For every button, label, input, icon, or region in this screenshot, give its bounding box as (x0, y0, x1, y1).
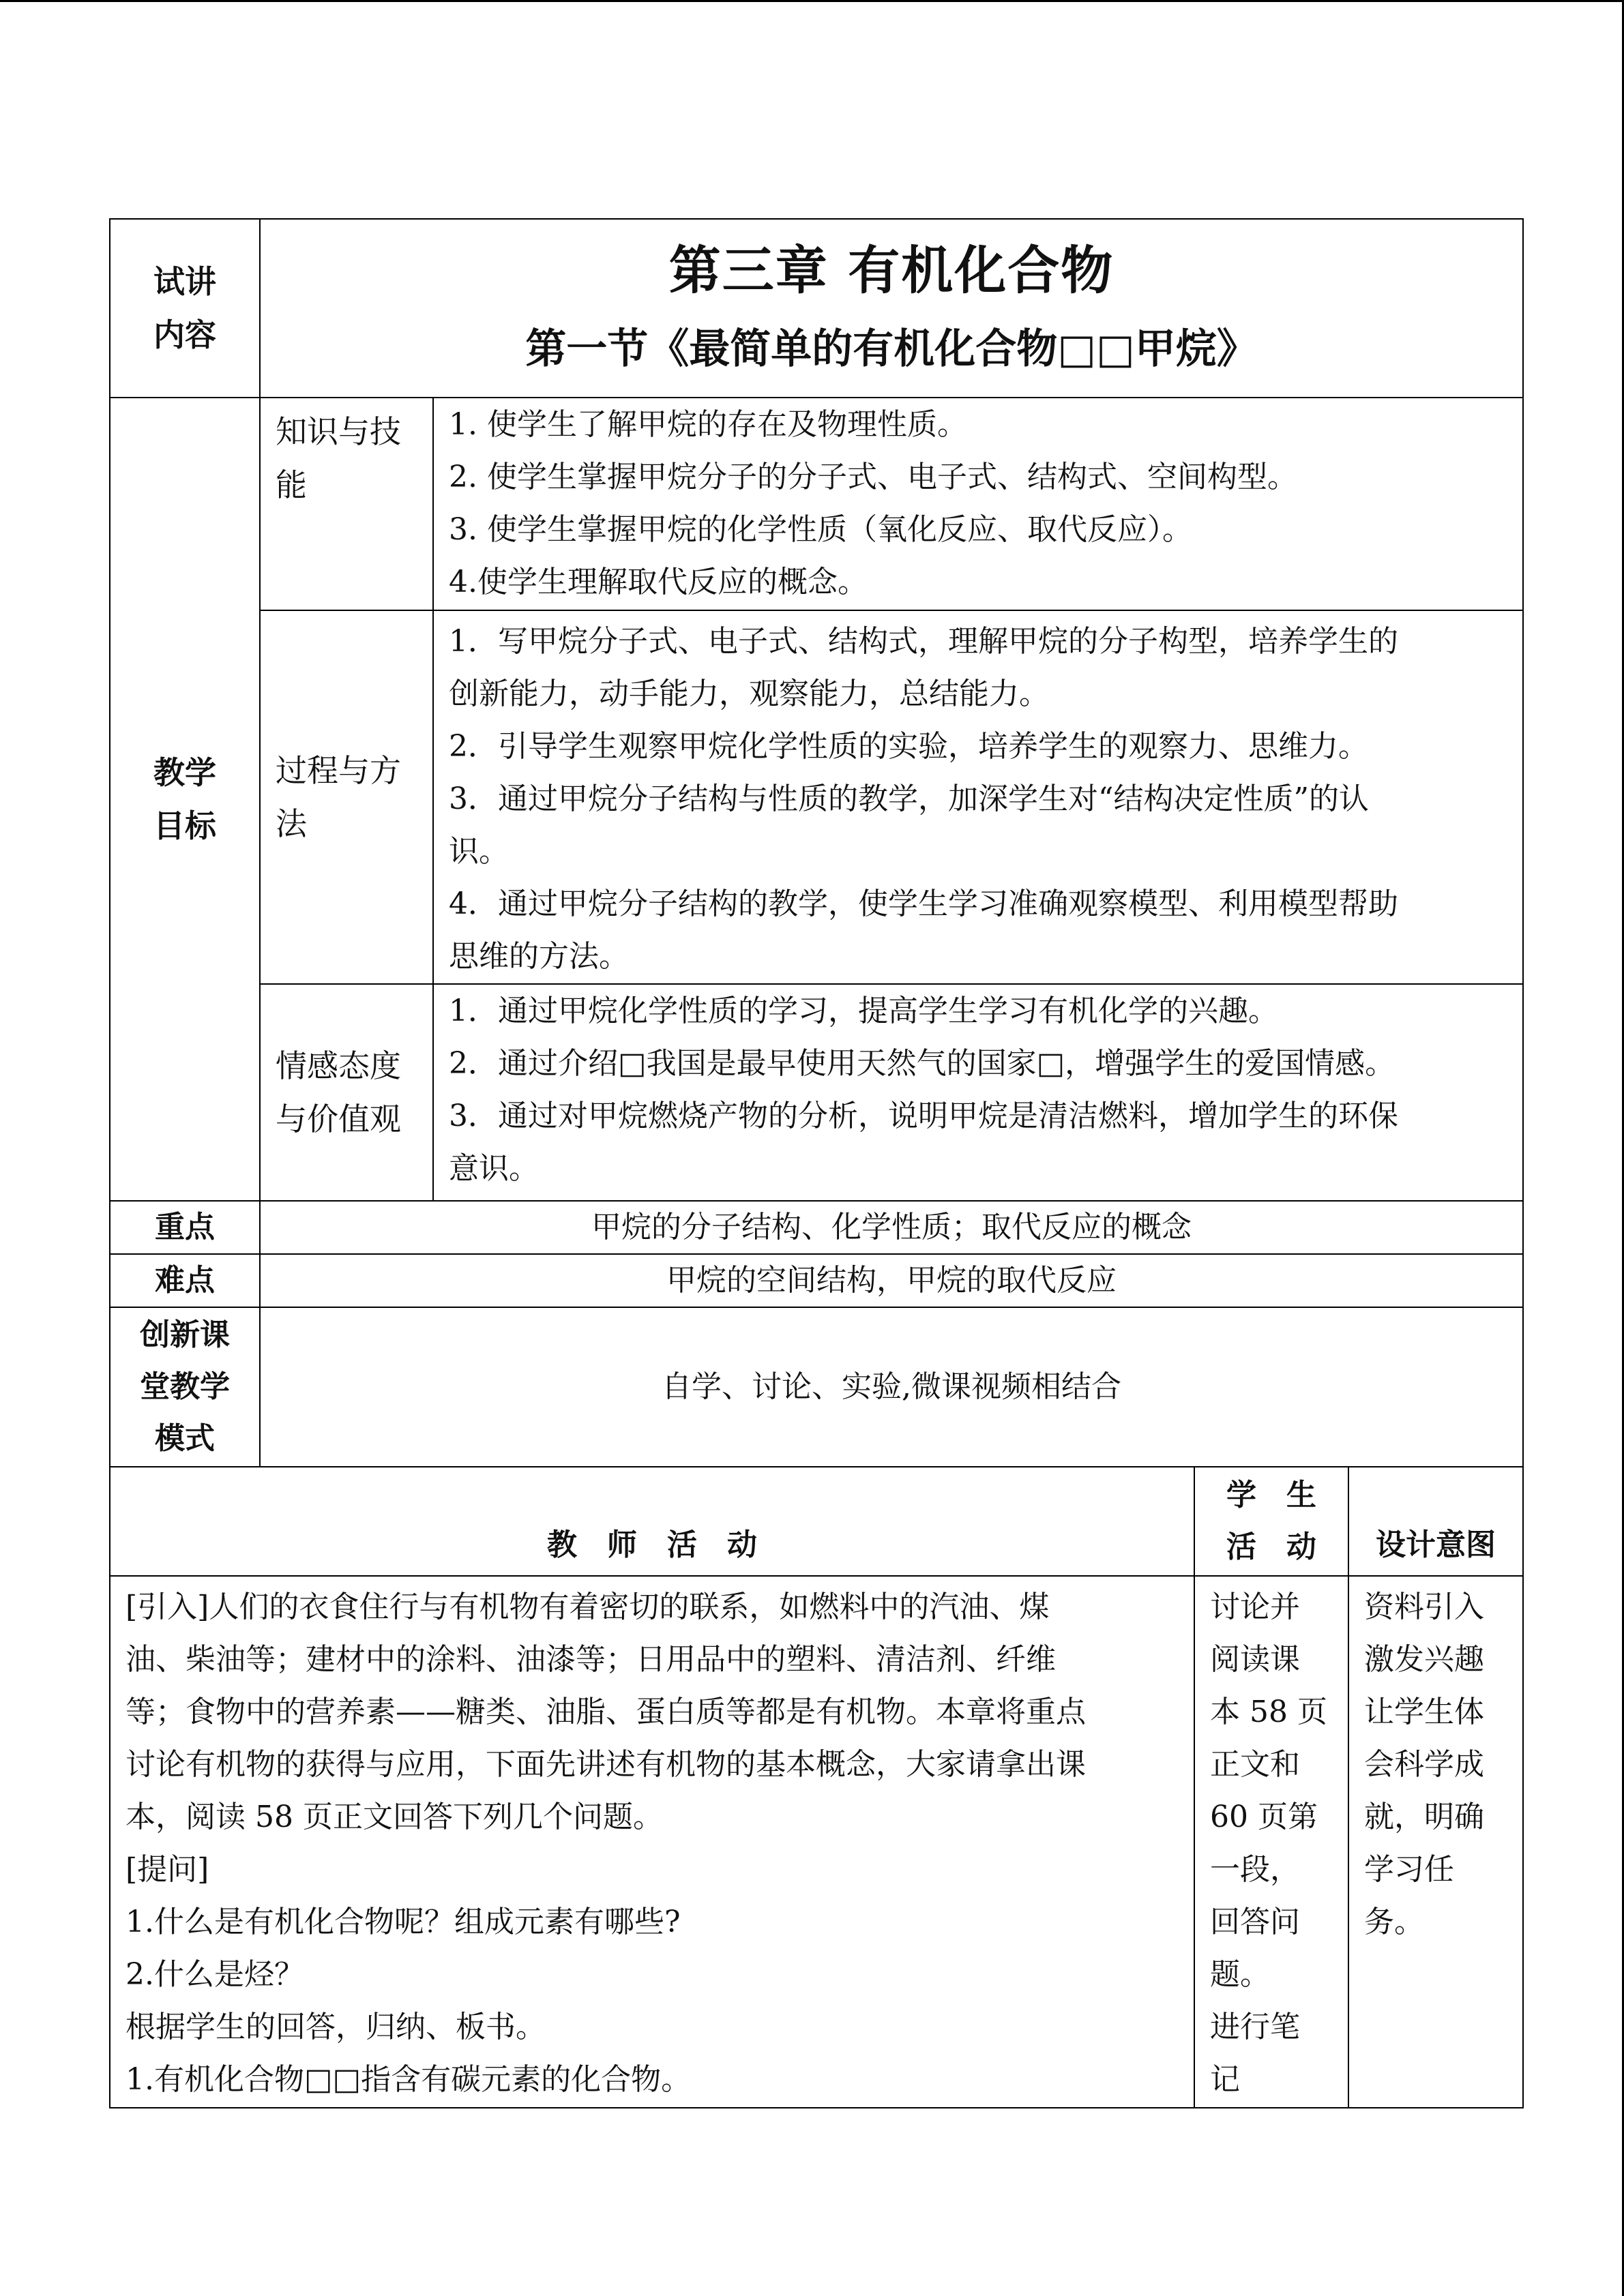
page-top-border (0, 0, 1624, 2)
student-line: 进行笔 (1210, 2010, 1300, 2044)
process-line: 3．通过甲烷分子结构与性质的教学，加深学生对“结构决定性质”的认 (449, 781, 1369, 816)
student-activity-cell (1194, 1576, 1348, 2108)
process-label-cell (260, 610, 433, 984)
teacher-line: [引入]人们的衣食住行与有机物有着密切的联系，如燃料中的汽油、煤 (126, 1590, 1050, 1624)
student-line: 正文和 (1210, 1747, 1300, 1782)
teacher-line: 油、柴油等；建材中的涂料、油漆等；日用品中的塑料、清洁剂、纤维 (126, 1642, 1056, 1677)
student-line: 一段， (1210, 1852, 1300, 1887)
process-line: 1．写甲烷分子式、电子式、结构式，理解甲烷的分子构型，培养学生的 (449, 624, 1398, 659)
emotion-line: 3．通过对甲烷燃烧产物的分析，说明甲烷是清洁燃料，增加学生的环保 (449, 1099, 1398, 1133)
knowledge-content-cell (433, 398, 1523, 610)
section-title: 第一节《最简单的有机化合物□□甲烷》 (525, 325, 1258, 373)
activity-table (109, 1466, 1524, 2108)
intent-line: 让学生体 (1364, 1695, 1484, 1729)
process-label-line: 过程与方 (276, 752, 401, 789)
process-content-cell (433, 610, 1523, 984)
student-activity-header (1194, 1467, 1348, 1576)
emotion-line: 意识。 (449, 1151, 539, 1186)
intent-line: 务。 (1364, 1905, 1424, 1939)
knowledge-label-cell (260, 398, 433, 610)
knowledge-item: 4.使学生理解取代反应的概念。 (449, 565, 868, 599)
intent-line: 学习任 (1364, 1852, 1454, 1887)
student-line: 题。 (1210, 1957, 1270, 1992)
student-line: 阅读课 (1210, 1642, 1300, 1677)
objectives-label-cell (110, 398, 260, 1201)
teacher-line: 等；食物中的营养素——糖类、油脂、蛋白质等都是有机物。本章将重点 (126, 1695, 1086, 1729)
process-line: 2．引导学生观察甲烷化学性质的实验，培养学生的观察力、思维力。 (449, 729, 1368, 764)
student-line: 60 页第 (1210, 1800, 1318, 1834)
intent-line: 就，明确 (1364, 1800, 1484, 1834)
knowledge-item: 3. 使学生掌握甲烷的化学性质（氧化反应、取代反应）。 (449, 512, 1192, 547)
lesson-plan-table (109, 218, 1524, 1467)
mode-label-line: 模式 (155, 1421, 215, 1456)
header-label-line: 试讲 (153, 263, 216, 300)
student-line: 回答问 (1210, 1905, 1300, 1939)
intent-line: 会科学成 (1364, 1747, 1484, 1782)
teacher-activity-cell (110, 1576, 1194, 2108)
process-label-line: 法 (276, 805, 307, 842)
student-line: 讨论并 (1210, 1590, 1300, 1624)
knowledge-label-line: 能 (276, 466, 307, 503)
objectives-label-line: 教学 (153, 754, 216, 791)
header-label-cell (110, 219, 260, 398)
intent-line: 资料引入 (1364, 1590, 1484, 1624)
knowledge-item: 1. 使学生了解甲烷的存在及物理性质。 (449, 407, 967, 442)
teacher-line: 2.什么是烃？ (126, 1957, 304, 1992)
difficulty-text: 甲烷的空间结构，甲烷的取代反应 (260, 1254, 1523, 1307)
key-point-text: 甲烷的分子结构、化学性质；取代反应的概念 (260, 1201, 1523, 1254)
emotion-line: 1．通过甲烷化学性质的学习，提高学生学习有机化学的兴趣。 (449, 994, 1278, 1028)
teacher-line: 讨论有机物的获得与应用，下面先讲述有机物的基本概念，大家请拿出课 (126, 1747, 1086, 1782)
title-cell (260, 219, 1523, 398)
mode-label-line: 创新课 (140, 1317, 230, 1352)
emotion-label-line: 情感态度 (276, 1047, 401, 1084)
difficulty-label: 难点 (110, 1254, 260, 1307)
teacher-line: 1.什么是有机化合物呢？组成元素有哪些? (126, 1905, 681, 1939)
student-line: 本 58 页 (1210, 1695, 1327, 1729)
emotion-line: 2．通过介绍□我国是最早使用天然气的国家□，增强学生的爱国情感。 (449, 1046, 1396, 1081)
teacher-line: 根据学生的回答，归纳、板书。 (126, 2010, 546, 2044)
student-header-line: 活 动 (1226, 1530, 1316, 1564)
knowledge-item: 2. 使学生掌握甲烷分子的分子式、电子式、结构式、空间构型。 (449, 460, 1297, 494)
mode-label-line: 堂教学 (140, 1369, 230, 1404)
objectives-label-line: 目标 (153, 807, 216, 844)
mode-label-cell (110, 1307, 260, 1467)
design-intent-cell (1348, 1576, 1523, 2108)
mode-text: 自学、讨论、实验,微课视频相结合 (260, 1307, 1523, 1467)
process-line: 创新能力，动手能力，观察能力，总结能力。 (449, 676, 1049, 711)
student-header-line: 学 生 (1226, 1478, 1316, 1512)
key-point-label: 重点 (110, 1201, 260, 1254)
emotion-content-cell (433, 984, 1523, 1201)
process-line: 4．通过甲烷分子结构的教学，使学生学习准确观察模型、利用模型帮助 (449, 886, 1398, 921)
design-intent-header: 设计意图 (1348, 1467, 1523, 1576)
teacher-line: [提问] (126, 1852, 209, 1887)
emotion-label-cell (260, 984, 433, 1201)
teacher-line: 本，阅读 58 页正文回答下列几个问题。 (126, 1800, 663, 1834)
teacher-activity-header: 教 师 活 动 (110, 1467, 1194, 1576)
intent-line: 激发兴趣 (1364, 1642, 1484, 1677)
process-line: 思维的方法。 (449, 939, 629, 974)
header-label-line: 内容 (153, 316, 216, 353)
knowledge-label-line: 知识与技 (276, 413, 401, 450)
student-line: 记 (1210, 2062, 1240, 2097)
emotion-label-line: 与价值观 (276, 1101, 401, 1137)
chapter-title: 第三章 有机化合物 (668, 240, 1114, 301)
teacher-line: 1.有机化合物□□指含有碳元素的化合物。 (126, 2062, 692, 2097)
process-line: 识。 (449, 834, 509, 869)
